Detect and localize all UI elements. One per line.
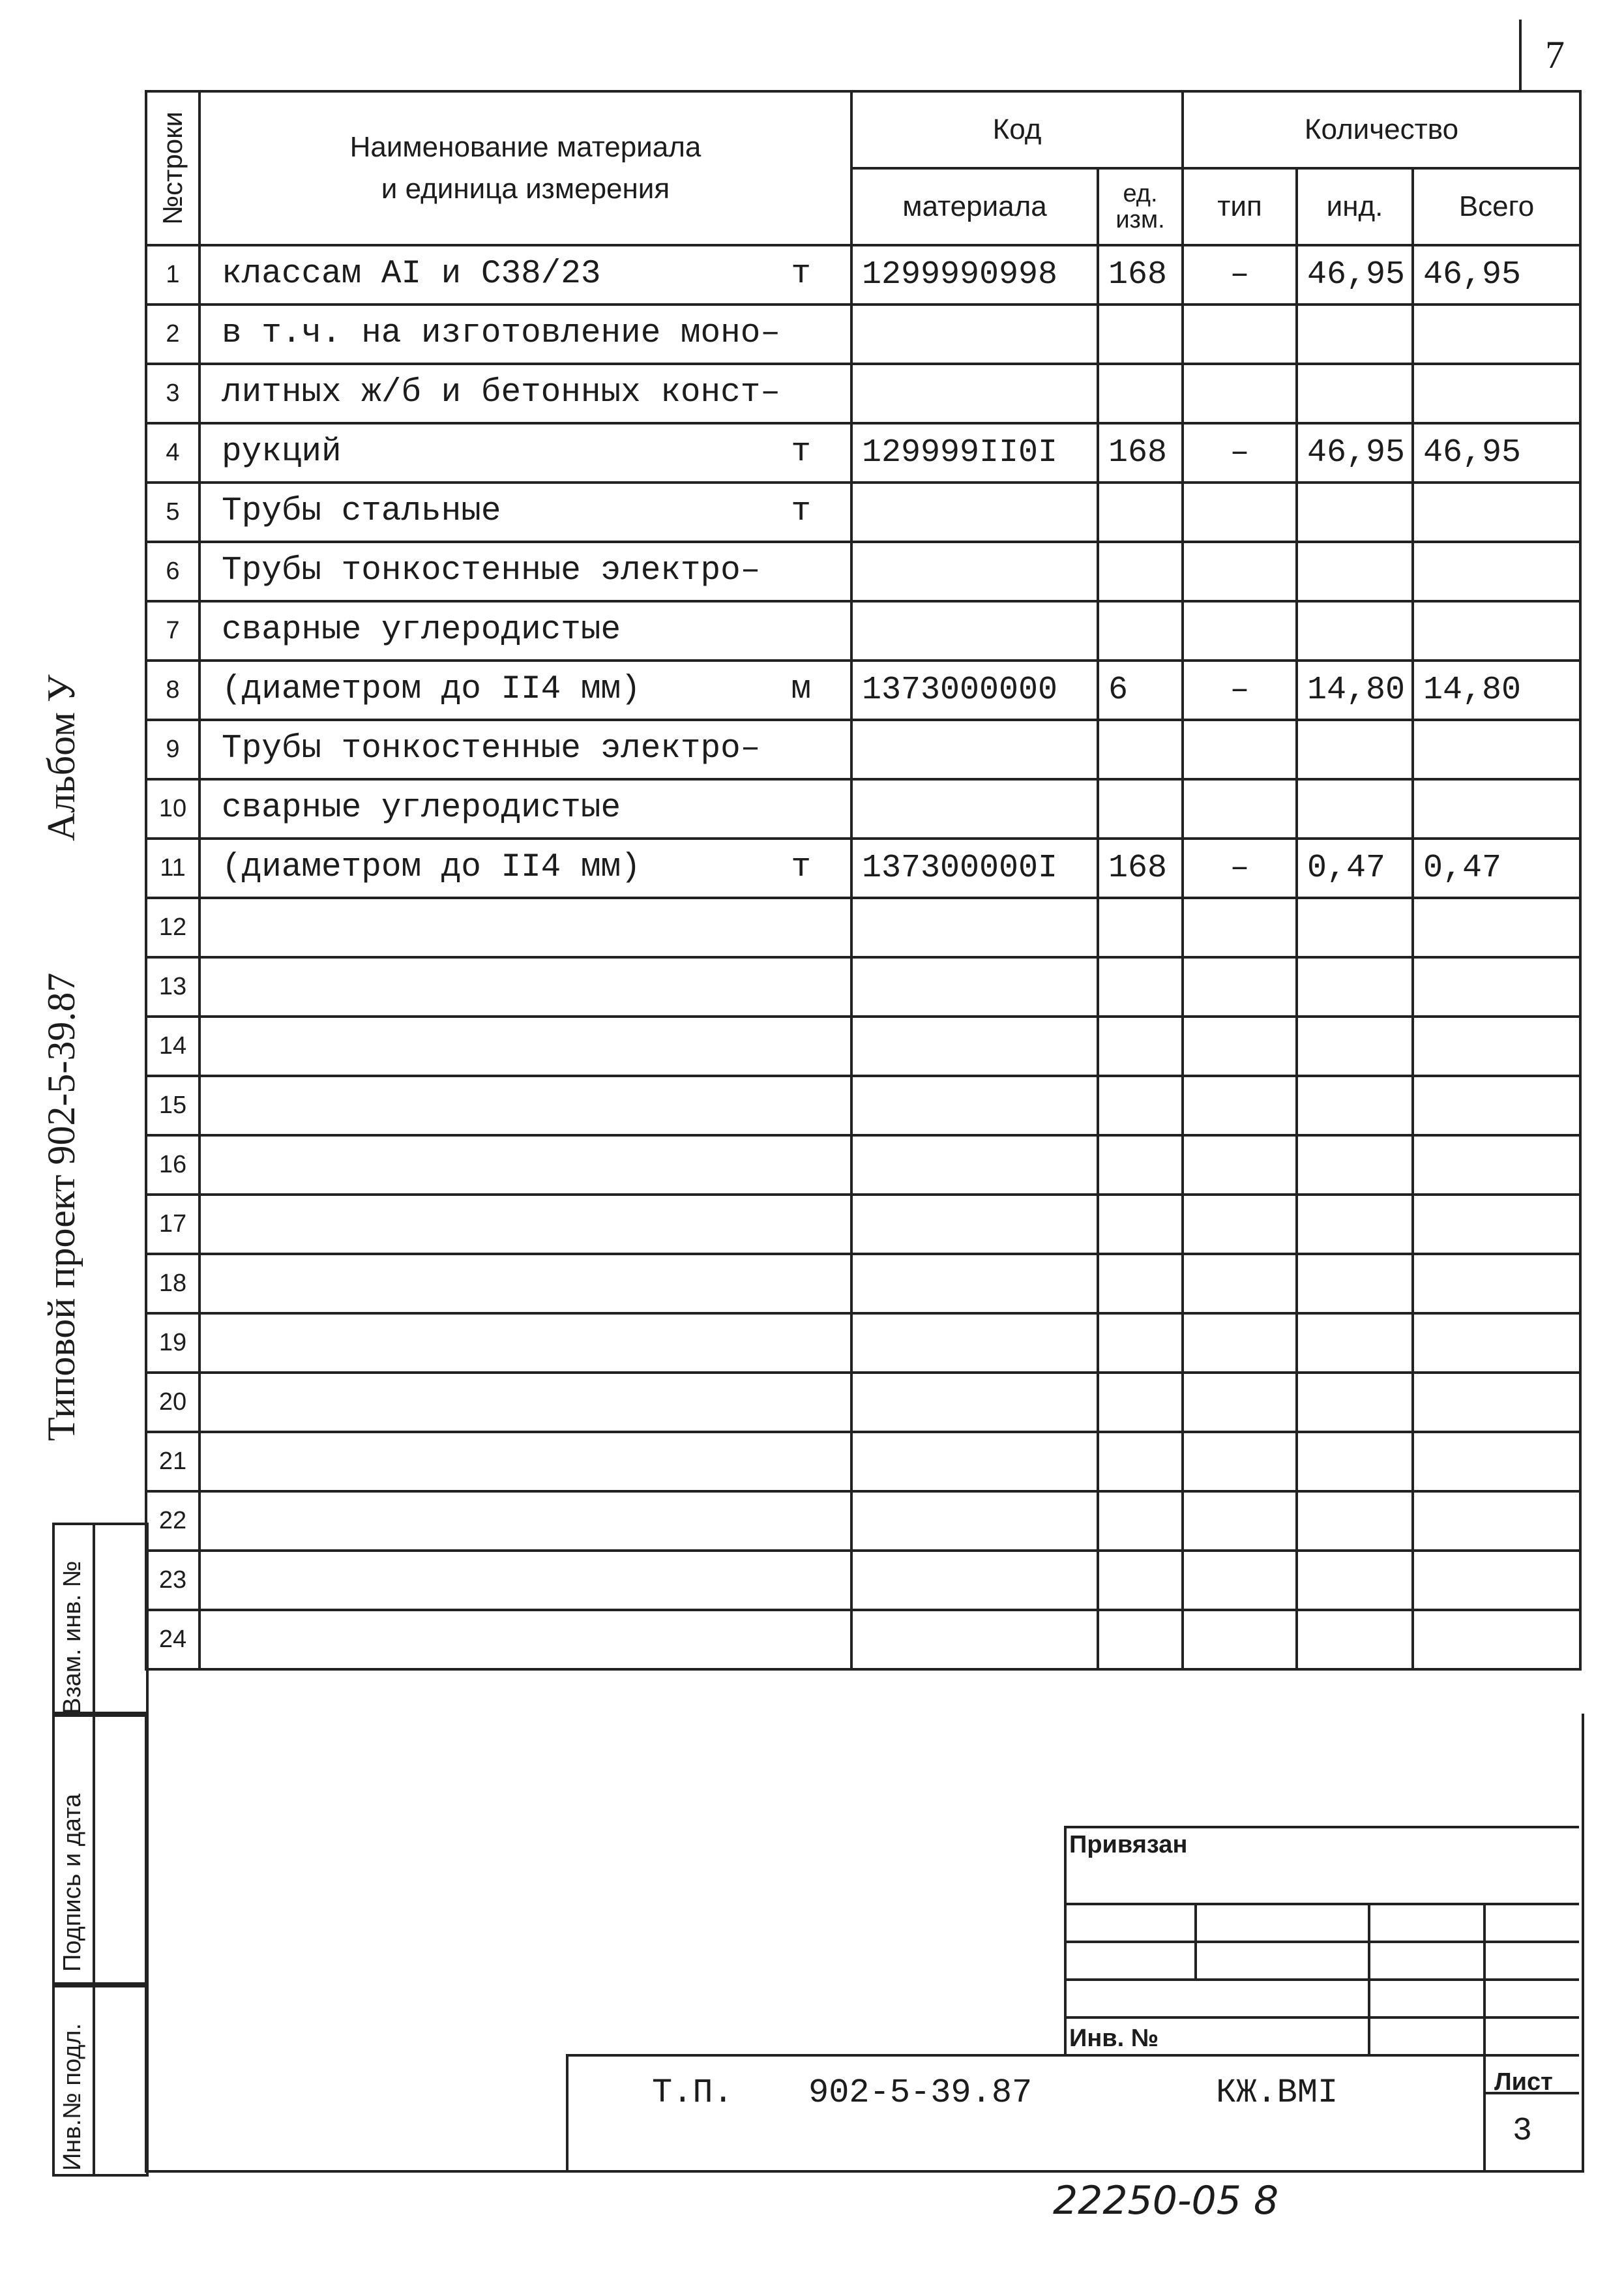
total-value: [1413, 542, 1580, 601]
tp-label: Т.П.: [652, 2074, 733, 2112]
footer-note: 22250-05 8: [1053, 2178, 1279, 2224]
table-row: [146, 720, 1580, 779]
total-value: [1413, 1373, 1580, 1432]
material-name: сварные углеродистые: [222, 790, 621, 827]
unit-code: [1098, 1017, 1183, 1076]
type-value: [1183, 1551, 1297, 1610]
row-number: 19: [146, 1313, 199, 1373]
material-unit: т: [791, 434, 811, 471]
unit-code: [1098, 1135, 1183, 1195]
page-number: 7: [1545, 33, 1565, 76]
material-code: [851, 1195, 1098, 1254]
material-code: [851, 542, 1098, 601]
unit-code: [1098, 542, 1183, 601]
ind-value: [1297, 1373, 1413, 1432]
row-number: 7: [146, 601, 199, 661]
table-row: [146, 661, 1580, 720]
type-value: [1183, 898, 1297, 957]
material-code: [851, 1373, 1098, 1432]
ind-value: 46,95: [1297, 245, 1413, 305]
material-name: классам АI и С38/23: [222, 256, 601, 293]
ind-value: [1297, 542, 1413, 601]
total-value: [1413, 1432, 1580, 1491]
ind-value: [1297, 1135, 1413, 1195]
total-value: [1413, 305, 1580, 364]
type-value: –: [1183, 839, 1297, 898]
material-name-cell: [199, 661, 851, 720]
unit-code: [1098, 957, 1183, 1017]
page-number-box: [1519, 20, 1624, 93]
unit-code: [1098, 1195, 1183, 1254]
material-name-cell: [199, 1135, 851, 1195]
unit-code: 168: [1098, 839, 1183, 898]
unit-code: [1098, 483, 1183, 542]
total-value: [1413, 898, 1580, 957]
type-value: [1183, 364, 1297, 423]
total-value: 14,80: [1413, 661, 1580, 720]
type-value: [1183, 1254, 1297, 1313]
header-quantity: Количество: [1183, 91, 1580, 168]
material-name-cell: [199, 305, 851, 364]
material-code: 129999II0I: [851, 423, 1098, 483]
materials-table: [145, 90, 1582, 1671]
stamp-vzam-inv: [52, 1523, 149, 1717]
header-material-name: [199, 91, 851, 245]
row-number: 13: [146, 957, 199, 1017]
material-unit: т: [791, 849, 811, 886]
material-code: 137300000I: [851, 839, 1098, 898]
ind-value: [1297, 601, 1413, 661]
ind-value: 0,47: [1297, 839, 1413, 898]
unit-code: [1098, 1076, 1183, 1135]
material-code: [851, 1135, 1098, 1195]
inv-no-label: Инв. №: [1069, 2025, 1159, 2052]
row-number: 10: [146, 779, 199, 839]
unit-code: [1098, 720, 1183, 779]
total-value: [1413, 1076, 1580, 1135]
row-number: 12: [146, 898, 199, 957]
row-number: 6: [146, 542, 199, 601]
unit-code: [1098, 305, 1183, 364]
ind-value: [1297, 1195, 1413, 1254]
header-ind: инд.: [1297, 168, 1413, 245]
type-value: [1183, 542, 1297, 601]
table-row: [146, 1373, 1580, 1432]
total-value: [1413, 1313, 1580, 1373]
material-code: [851, 483, 1098, 542]
material-code: [851, 898, 1098, 957]
total-value: [1413, 364, 1580, 423]
total-value: [1413, 1195, 1580, 1254]
material-name-cell: [199, 1432, 851, 1491]
album-label: Альбом У: [40, 674, 83, 841]
type-value: [1183, 1195, 1297, 1254]
material-code: [851, 1551, 1098, 1610]
material-name: сварные углеродистые: [222, 612, 621, 649]
table-row: [146, 1254, 1580, 1313]
stamp-podpis-data: [52, 1712, 149, 1987]
ind-value: [1297, 720, 1413, 779]
ind-value: [1297, 1610, 1413, 1669]
material-name-cell: [199, 364, 851, 423]
material-name-cell: [199, 1017, 851, 1076]
table-row: [146, 1491, 1580, 1551]
row-number: 18: [146, 1254, 199, 1313]
type-value: [1183, 1491, 1297, 1551]
row-number: 23: [146, 1551, 199, 1610]
material-code: [851, 779, 1098, 839]
total-value: [1413, 1017, 1580, 1076]
table-row: [146, 601, 1580, 661]
total-value: 0,47: [1413, 839, 1580, 898]
total-value: [1413, 1254, 1580, 1313]
material-unit: т: [791, 493, 811, 530]
type-value: [1183, 483, 1297, 542]
ind-value: [1297, 483, 1413, 542]
ind-value: [1297, 364, 1413, 423]
table-row: [146, 542, 1580, 601]
privyazan-label: Привязан: [1069, 1831, 1188, 1858]
ind-value: 14,80: [1297, 661, 1413, 720]
material-name-cell: [199, 542, 851, 601]
header-unit: [1098, 168, 1183, 245]
material-code: [851, 1610, 1098, 1669]
unit-code: [1098, 1610, 1183, 1669]
material-name-cell: [199, 423, 851, 483]
type-value: [1183, 1373, 1297, 1432]
material-code: [851, 720, 1098, 779]
type-value: –: [1183, 245, 1297, 305]
material-code: [851, 957, 1098, 1017]
row-number: 11: [146, 839, 199, 898]
material-code: [851, 1254, 1098, 1313]
material-name-cell: [199, 1254, 851, 1313]
header-code: Код: [851, 91, 1183, 168]
unit-code: [1098, 601, 1183, 661]
table-row: [146, 779, 1580, 839]
unit-code: 168: [1098, 245, 1183, 305]
row-number: 17: [146, 1195, 199, 1254]
unit-code: [1098, 1254, 1183, 1313]
row-number: 16: [146, 1135, 199, 1195]
ind-value: 46,95: [1297, 423, 1413, 483]
unit-code: [1098, 1373, 1183, 1432]
total-value: [1413, 1135, 1580, 1195]
ind-value: [1297, 1491, 1413, 1551]
table-row: [146, 1135, 1580, 1195]
type-value: [1183, 601, 1297, 661]
material-name-cell: [199, 1491, 851, 1551]
material-name: (диаметром до II4 мм): [222, 849, 641, 886]
row-number: 24: [146, 1610, 199, 1669]
type-value: [1183, 1313, 1297, 1373]
total-value: [1413, 720, 1580, 779]
total-value: [1413, 779, 1580, 839]
table-row: [146, 1551, 1580, 1610]
material-name: Трубы тонкостенные электро–: [222, 552, 761, 589]
material-name: Трубы тонкостенные электро–: [222, 730, 761, 767]
row-number: 8: [146, 661, 199, 720]
type-value: –: [1183, 661, 1297, 720]
material-code: [851, 601, 1098, 661]
header-unit-line1: ед.: [1123, 180, 1158, 207]
header-name-line2: и единица измерения: [381, 173, 670, 205]
row-number: 4: [146, 423, 199, 483]
total-value: 46,95: [1413, 245, 1580, 305]
header-type: тип: [1183, 168, 1297, 245]
type-value: [1183, 1432, 1297, 1491]
header-unit-line2: изм.: [1115, 206, 1165, 233]
ind-value: [1297, 1254, 1413, 1313]
unit-code: [1098, 779, 1183, 839]
material-name-cell: [199, 898, 851, 957]
stamp-inv-podl: [52, 1982, 149, 2177]
material-name-cell: [199, 1373, 851, 1432]
material-name-cell: [199, 720, 851, 779]
material-name: в т.ч. на изготовление моно–: [222, 315, 780, 352]
type-value: [1183, 1135, 1297, 1195]
header-total: Всего: [1413, 168, 1580, 245]
total-value: [1413, 957, 1580, 1017]
material-name-cell: [199, 1551, 851, 1610]
ind-value: [1297, 957, 1413, 1017]
row-number: 14: [146, 1017, 199, 1076]
row-number: 15: [146, 1076, 199, 1135]
material-code: [851, 1432, 1098, 1491]
row-number: 20: [146, 1373, 199, 1432]
material-name-cell: [199, 1610, 851, 1669]
sheet-number: 3: [1513, 2113, 1533, 2150]
material-name: литных ж/б и бетонных конст–: [222, 374, 780, 411]
material-name-cell: [199, 1313, 851, 1373]
material-code: 1373000000: [851, 661, 1098, 720]
row-number: 21: [146, 1432, 199, 1491]
table-row: [146, 305, 1580, 364]
stamp-podpis-data-label: Подпись и дата: [59, 1793, 86, 1972]
type-value: [1183, 1076, 1297, 1135]
table-row: [146, 423, 1580, 483]
total-value: [1413, 1551, 1580, 1610]
ind-value: [1297, 305, 1413, 364]
material-name-cell: [199, 1195, 851, 1254]
type-value: [1183, 957, 1297, 1017]
material-name: Трубы стальные: [222, 493, 501, 530]
material-code: [851, 1076, 1098, 1135]
ind-value: [1297, 1313, 1413, 1373]
material-name-cell: [199, 245, 851, 305]
unit-code: 6: [1098, 661, 1183, 720]
material-unit: т: [791, 256, 811, 293]
table-row: [146, 1432, 1580, 1491]
material-unit: м: [791, 671, 811, 708]
unit-code: [1098, 1432, 1183, 1491]
material-name-cell: [199, 839, 851, 898]
table-row: [146, 364, 1580, 423]
stamp-inv-podl-label: Инв.№ подл.: [59, 2023, 86, 2171]
ind-value: [1297, 1551, 1413, 1610]
row-number: 9: [146, 720, 199, 779]
table-row: [146, 1195, 1580, 1254]
material-name-cell: [199, 779, 851, 839]
sheet-label: Лист: [1494, 2068, 1553, 2096]
unit-code: [1098, 1491, 1183, 1551]
tp-code: КЖ.ВМI: [1216, 2074, 1338, 2112]
material-name: рукций: [222, 434, 342, 471]
total-value: 46,95: [1413, 423, 1580, 483]
table-row: [146, 245, 1580, 305]
row-number: 2: [146, 305, 199, 364]
total-value: [1413, 1610, 1580, 1669]
material-name-cell: [199, 1076, 851, 1135]
unit-code: [1098, 1551, 1183, 1610]
tp-number: 902-5-39.87: [808, 2074, 1033, 2112]
row-number: 3: [146, 364, 199, 423]
type-value: [1183, 1610, 1297, 1669]
material-code: 1299990998: [851, 245, 1098, 305]
row-number: 22: [146, 1491, 199, 1551]
table-row: [146, 483, 1580, 542]
unit-code: [1098, 364, 1183, 423]
type-value: [1183, 1017, 1297, 1076]
header-material-code: материала: [851, 168, 1098, 245]
material-code: [851, 1017, 1098, 1076]
total-value: [1413, 1491, 1580, 1551]
unit-code: [1098, 1313, 1183, 1373]
table-row: [146, 1610, 1580, 1669]
table-row: [146, 1076, 1580, 1135]
table-row: [146, 957, 1580, 1017]
material-name-cell: [199, 957, 851, 1017]
ind-value: [1297, 779, 1413, 839]
total-value: [1413, 601, 1580, 661]
material-code: [851, 364, 1098, 423]
stamp-vzam-inv-label: Взам. инв. №: [59, 1560, 86, 1714]
unit-code: [1098, 898, 1183, 957]
table-row: [146, 839, 1580, 898]
material-name: (диаметром до II4 мм): [222, 671, 641, 708]
row-number: 1: [146, 245, 199, 305]
ind-value: [1297, 1432, 1413, 1491]
table-row: [146, 1017, 1580, 1076]
material-name-cell: [199, 601, 851, 661]
type-value: [1183, 779, 1297, 839]
unit-code: 168: [1098, 423, 1183, 483]
type-value: –: [1183, 423, 1297, 483]
material-name-cell: [199, 483, 851, 542]
header-row-number: №строки: [146, 91, 199, 245]
ind-value: [1297, 1017, 1413, 1076]
ind-value: [1297, 1076, 1413, 1135]
material-code: [851, 1491, 1098, 1551]
total-value: [1413, 483, 1580, 542]
type-value: [1183, 720, 1297, 779]
type-value: [1183, 305, 1297, 364]
header-name-line1: Наименование материала: [349, 131, 701, 163]
ind-value: [1297, 898, 1413, 957]
table-row: [146, 898, 1580, 957]
row-number: 5: [146, 483, 199, 542]
material-code: [851, 305, 1098, 364]
table-row: [146, 1313, 1580, 1373]
project-title: Типовой проект 902-5-39.87: [40, 972, 83, 1441]
material-code: [851, 1313, 1098, 1373]
